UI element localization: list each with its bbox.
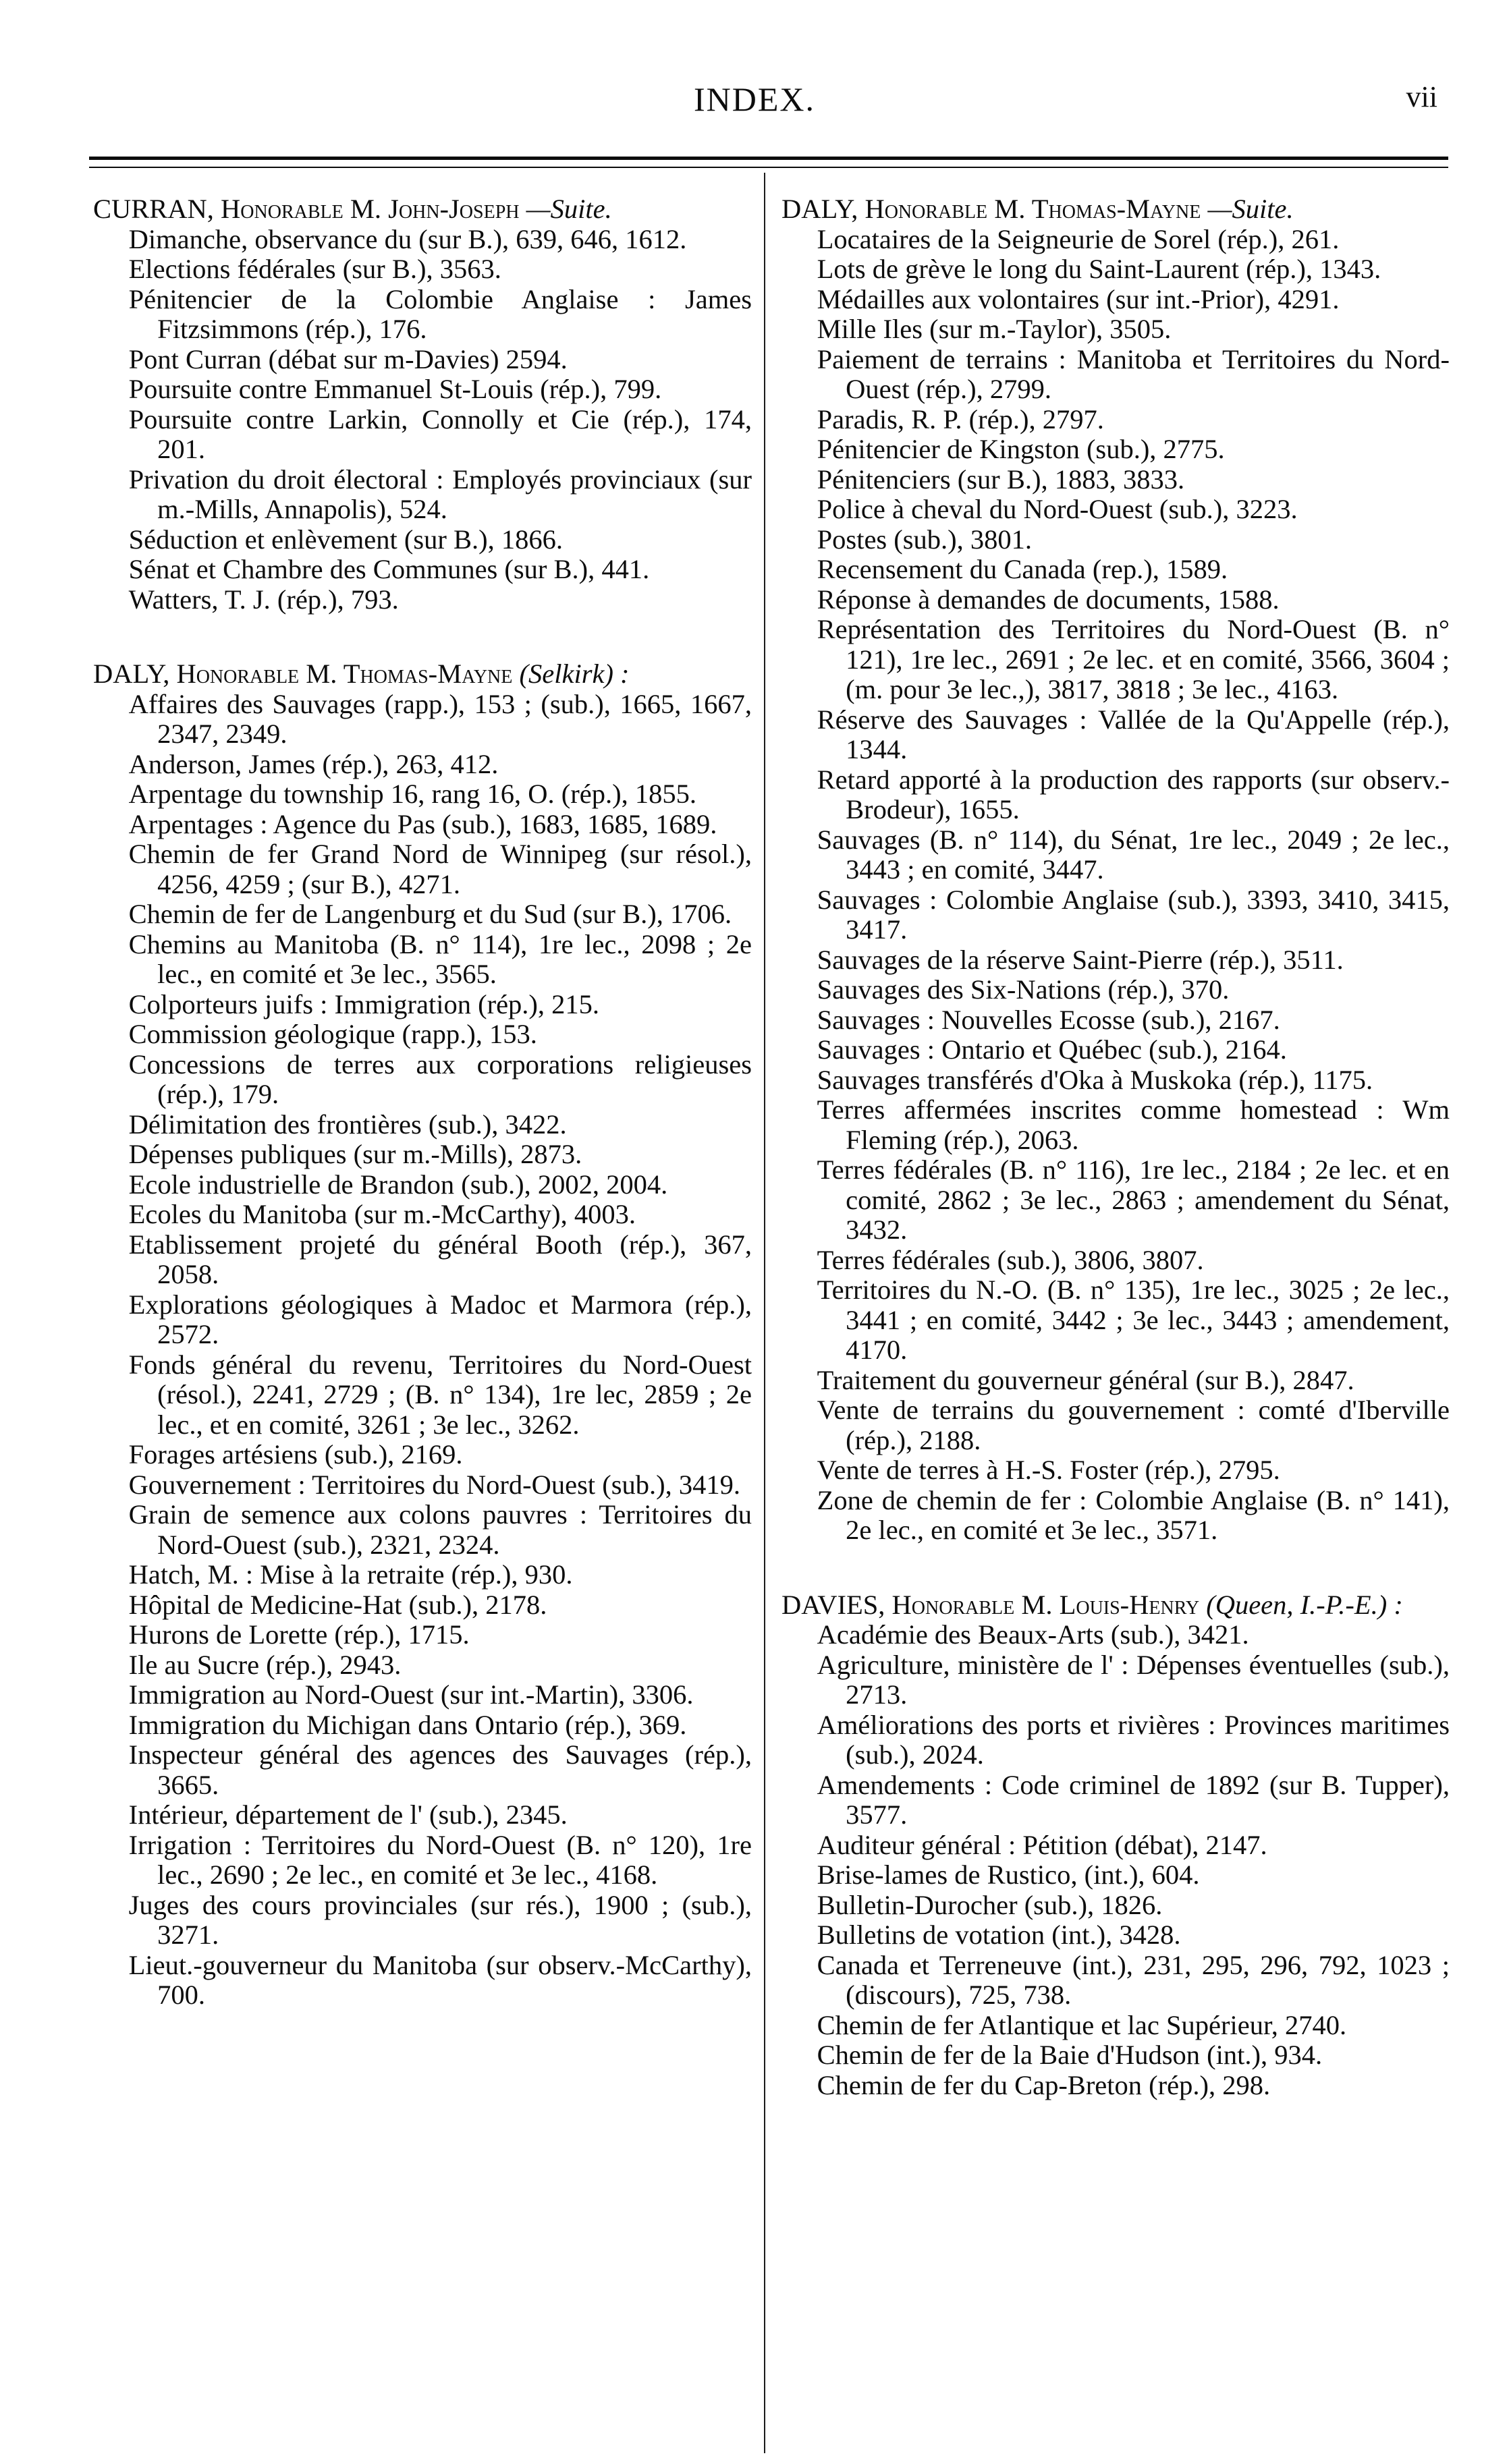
index-entry: Pont Curran (débat sur m-Davies) 2594. [128,343,568,374]
index-entry: Sauvages : Nouvelles Ecosse (sub.), 2167. [817,1004,1280,1035]
index-entry: Hatch, M. : Mise à la retraite (rép.), 930. [128,1559,573,1590]
index-entry: Fonds général du revenu, Territoires du Nord-Ouest (résol.), 2241, 2729 ; (B. n° 134), 1re lec, 2859 ; 2e lec., et en comité, 3261 ; 3e lec., 3262. [128,1349,752,1440]
index-entry: Chemin de fer de la Baie d'Hudson (int.), 934. [817,2040,1323,2070]
member-name: DAVIES, [781,1589,885,1620]
member-heading [93,194,752,225]
index-entry: Ecoles du Manitoba (sur m.-McCarthy), 4003. [128,1199,636,1229]
section-gap [781,1546,1450,1590]
index-entry: Territoires du N.-O. (B. n° 135), 1re lec., 3025 ; 2e lec., 3441 ; en comité, 3442 ; 3e lec., 3443 ; amendement, 4170. [817,1275,1450,1365]
index-entry: Zone de chemin de fer : Colombie Anglaise (B. n° 141), 2e lec., en comité et 3e lec., 3571. [817,1484,1450,1545]
member-riding: (Queen, I.-P.-E.) : [1206,1589,1403,1620]
index-entry: Etablissement projeté du général Booth (rép.), 367, 2058. [128,1229,752,1289]
index-entry: Colporteurs juifs : Immigration (rép.), 215. [128,988,600,1019]
index-entry: Sauvages : Ontario et Québec (sub.), 2164. [817,1034,1287,1065]
index-entry: Agriculture, ministère de l' : Dépenses éventuelles (sub.), 2713. [817,1649,1450,1710]
index-entry: Juges des cours provinciales (sur rés.), 1900 ; (sub.), 3271. [128,1889,752,1950]
index-entry: Elections fédérales (sur B.), 3563. [128,254,501,284]
index-entry: Sauvages : Colombie Anglaise (sub.), 3393, 3410, 3415, 3417. [817,884,1450,945]
member-honorific: Honorable M. Thomas-Mayne [176,659,513,689]
index-entry: Poursuite contre Larkin, Connolly et Cie (rép.), 174, 201. [128,403,752,464]
member-heading [93,659,752,690]
index-entry: Lieut.-gouverneur du Manitoba (sur observ.-McCarthy), 700. [128,1949,752,2010]
index-entry: Commission géologique (rapp.), 153. [128,1019,537,1049]
index-entry: Sauvages de la réserve Saint-Pierre (rép.), 3511. [817,944,1344,975]
index-entry: Affaires des Sauvages (rapp.), 153 ; (sub.), 1665, 1667, 2347, 2349. [128,688,752,749]
index-entry: Traitement du gouverneur général (sur B.), 2847. [817,1364,1354,1395]
index-entry: Chemin de fer Grand Nord de Winnipeg (sur résol.), 4256, 4259 ; (sur B.), 4271. [128,839,752,899]
index-entry: Amendements : Code criminel de 1892 (sur B. Tupper), 3577. [817,1769,1450,1830]
index-entry: Concessions de terres aux corporations religieuses (rép.), 179. [128,1048,752,1109]
index-entry: Forages artésiens (sub.), 2169. [128,1439,463,1469]
index-entry: Terres fédérales (sub.), 3806, 3807. [817,1244,1204,1275]
index-entry: Watters, T. J. (rép.), 793. [128,584,399,615]
index-entry: Pénitencier de Kingston (sub.), 2775. [817,434,1225,464]
index-entry: Sauvages (B. n° 114), du Sénat, 1re lec., 2049 ; 2e lec., 3443 ; en comité, 3447. [817,824,1450,885]
right-column [781,194,1450,2100]
index-entry: Anderson, James (rép.), 263, 412. [128,748,499,779]
index-entry: Chemin de fer de Langenburg et du Sud (sur B.), 1706. [128,899,732,929]
index-entry: Intérieur, département de l' (sub.), 2345. [128,1799,568,1830]
member-honorific: Honorable M. Louis-Henry [891,1589,1200,1620]
index-entry: Dépenses publiques (sur m.-Mills), 2873. [128,1139,582,1169]
index-entry: Ile au Sucre (rép.), 2943. [128,1649,402,1680]
index-entry: Immigration du Michigan dans Ontario (rép.), 369. [128,1709,687,1740]
index-entry: Réserve des Sauvages : Vallée de la Qu'Appelle (rép.), 1344. [817,704,1450,764]
left-column [93,194,752,2011]
index-entry: Mille Iles (sur m.-Taylor), 3505. [817,314,1172,344]
index-entry: Retard apporté à la production des rapports (sur observ.-Brodeur), 1655. [817,764,1450,824]
index-entry: Délimitation des frontières (sub.), 3422. [128,1109,567,1140]
index-entry: Chemin de fer du Cap-Breton (rép.), 298. [817,2069,1271,2100]
index-entry: Hurons de Lorette (rép.), 1715. [128,1619,470,1650]
index-entry: Auditeur général : Pétition (débat), 2147. [817,1829,1267,1860]
index-entry: Vente de terres à H.-S. Foster (rép.), 2795. [817,1455,1280,1485]
member-heading [781,1590,1450,1621]
section-gap [93,615,752,659]
index-entry: Recensement du Canada (rep.), 1589. [817,554,1228,584]
index-entry: Paiement de terrains : Manitoba et Territoires du Nord-Ouest (rép.), 2799. [817,343,1450,404]
index-entry: Médailles aux volontaires (sur int.-Prior), 4291. [817,283,1340,314]
index-entry: Chemin de fer Atlantique et lac Supérieur, 2740. [817,2009,1347,2040]
index-entry: Police à cheval du Nord-Ouest (sub.), 3223. [817,494,1298,524]
index-entry: Poursuite contre Emmanuel St-Louis (rép.), 799. [128,374,662,404]
member-riding: (Selkirk) : [519,659,630,689]
page-title: INDEX. [693,80,816,118]
index-entry: Sauvages des Six-Nations (rép.), 370. [817,974,1230,1005]
member-honorific: Honorable M. Thomas-Mayne [865,194,1201,224]
index-entry: Irrigation : Territoires du Nord-Ouest (B. n° 120), 1re lec., 2690 ; 2e lec., en comité et 3e lec., 4168. [128,1829,752,1890]
index-entry: Gouvernement : Territoires du Nord-Ouest (sub.), 3419. [128,1469,741,1500]
header-rule-thick [89,157,1448,160]
index-entry: Sénat et Chambre des Communes (sur B.), 441. [128,554,650,584]
index-entry: Canada et Terreneuve (int.), 231, 295, 296, 792, 1023 ; (discours), 725, 738. [817,1949,1450,2010]
index-entry: Bulletins de votation (int.), 3428. [817,1920,1181,1950]
index-entry: Locataires de la Seigneurie de Sorel (rép.), 261. [817,223,1340,254]
index-entry: Vente de terrains du gouvernement : comté d'Iberville (rép.), 2188. [817,1395,1450,1455]
index-entry: Brise-lames de Rustico, (int.), 604. [817,1859,1200,1890]
index-entry: Arpentage du township 16, rang 16, O. (rép.), 1855. [128,779,696,809]
member-name: CURRAN, [93,194,214,224]
index-entry: Dimanche, observance du (sur B.), 639, 646, 1612. [128,223,687,254]
member-name: DALY, [93,659,170,689]
index-entry: Chemins au Manitoba (B. n° 114), 1re lec., 2098 ; 2e lec., en comité et 3e lec., 3565. [128,928,752,989]
column-divider [764,173,765,2453]
index-entry: Réponse à demandes de documents, 1588. [817,584,1280,615]
member-heading [781,194,1450,225]
index-entry: Privation du droit électoral : Employés provinciaux (sur m.-Mills, Annapolis), 524. [128,464,752,524]
index-entry: Lots de grève le long du Saint-Laurent (rép.), 1343. [817,254,1381,284]
member-suite-note: —Suite. [1207,194,1294,224]
index-entry: Hôpital de Medicine-Hat (sub.), 2178. [128,1589,547,1620]
member-name: DALY, [781,194,858,224]
index-entry: Postes (sub.), 3801. [817,524,1033,555]
index-entry: Séduction et enlèvement (sur B.), 1866. [128,524,564,555]
index-entry: Améliorations des ports et rivières : Provinces maritimes (sub.), 2024. [817,1709,1450,1770]
member-suite-note: —Suite. [526,194,612,224]
page-number: vii [1406,80,1437,113]
index-entry: Pénitencier de la Colombie Anglaise : James Fitzsimmons (rép.), 176. [128,283,752,344]
index-entry: Représentation des Territoires du Nord-Ouest (B. n° 121), 1re lec., 2691 ; 2e lec. et en comité, 3566, 3604 ; (m. pour 3e lec.,), 3817, 3818 ; 3e lec., 4163. [817,614,1450,704]
index-entry: Immigration au Nord-Ouest (sur int.-Martin), 3306. [128,1679,694,1710]
index-entry: Sauvages transférés d'Oka à Muskoka (rép.), 1175. [817,1064,1373,1095]
index-entry: Paradis, R. P. (rép.), 2797. [817,403,1104,435]
index-entry: Arpentages : Agence du Pas (sub.), 1683, 1685, 1689. [128,808,717,839]
index-entry: Explorations géologiques à Madoc et Marmora (rép.), 2572. [128,1289,752,1349]
member-honorific: Honorable M. John-Joseph [221,194,520,224]
index-entry: Ecole industrielle de Brandon (sub.), 2002, 2004. [128,1169,668,1200]
index-entry: Terres affermées inscrites comme homestead : Wm Fleming (rép.), 2063. [817,1094,1450,1155]
header-rule-thin [89,167,1448,168]
index-entry: Terres fédérales (B. n° 116), 1re lec., 2184 ; 2e lec. et en comité, 2862 ; 3e lec., 2863 ; amendement du Sénat, 3432. [817,1154,1450,1245]
index-entry: Académie des Beaux-Arts (sub.), 3421. [817,1619,1249,1650]
index-entry: Inspecteur général des agences des Sauvages (rép.), 3665. [128,1739,752,1800]
index-entry: Grain de semence aux colons pauvres : Territoires du Nord-Ouest (sub.), 2321, 2324. [128,1499,752,1560]
index-entry: Pénitenciers (sur B.), 1883, 3833. [817,464,1185,495]
index-entry: Bulletin-Durocher (sub.), 1826. [817,1889,1163,1920]
